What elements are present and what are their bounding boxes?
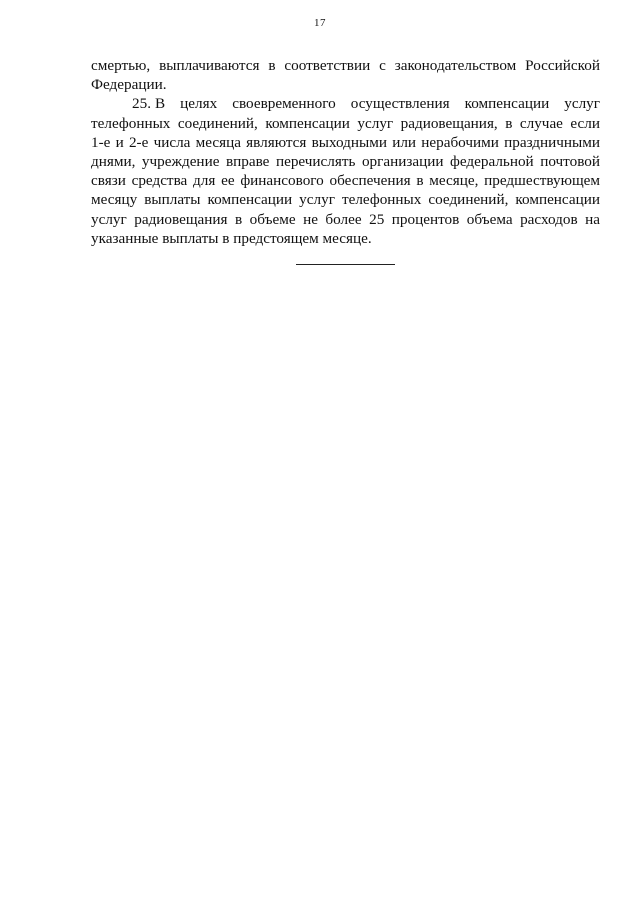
paragraph-line: смертью, выплачиваются в соответствии с законодательством Российской	[91, 57, 600, 74]
page-number: 17	[314, 17, 326, 29]
paragraph-line-text: В целях своевременного осуществления компенсации услуг	[154, 95, 600, 113]
paragraph-line: 1-е и 2-е числа месяца являются выходными или нерабочими праздничными	[91, 133, 600, 151]
paragraph-number: 25.	[132, 95, 151, 113]
document-body	[91, 56, 600, 248]
paragraph-line: указанные выплаты в предстоящем месяце.	[91, 229, 372, 247]
paragraph-line: месяцу выплаты компенсации услуг телефонных соединений, компенсации	[91, 191, 600, 209]
paragraph-line: связи средства для ее финансового обеспечения в месяце, предшествующем	[91, 172, 600, 190]
paragraph-line: Федерации.	[91, 76, 167, 94]
paragraph-line: днями, учреждение вправе перечислять организации федеральной почтовой	[91, 153, 600, 171]
paragraph-25-first-line	[91, 94, 600, 113]
paragraph-line: услуг радиовещания в объеме не более 25 процентов объема расходов на	[91, 210, 600, 228]
end-separator-line	[296, 264, 395, 265]
paragraph-line: телефонных соединений, компенсации услуг радиовещания, в случае если	[91, 114, 600, 132]
